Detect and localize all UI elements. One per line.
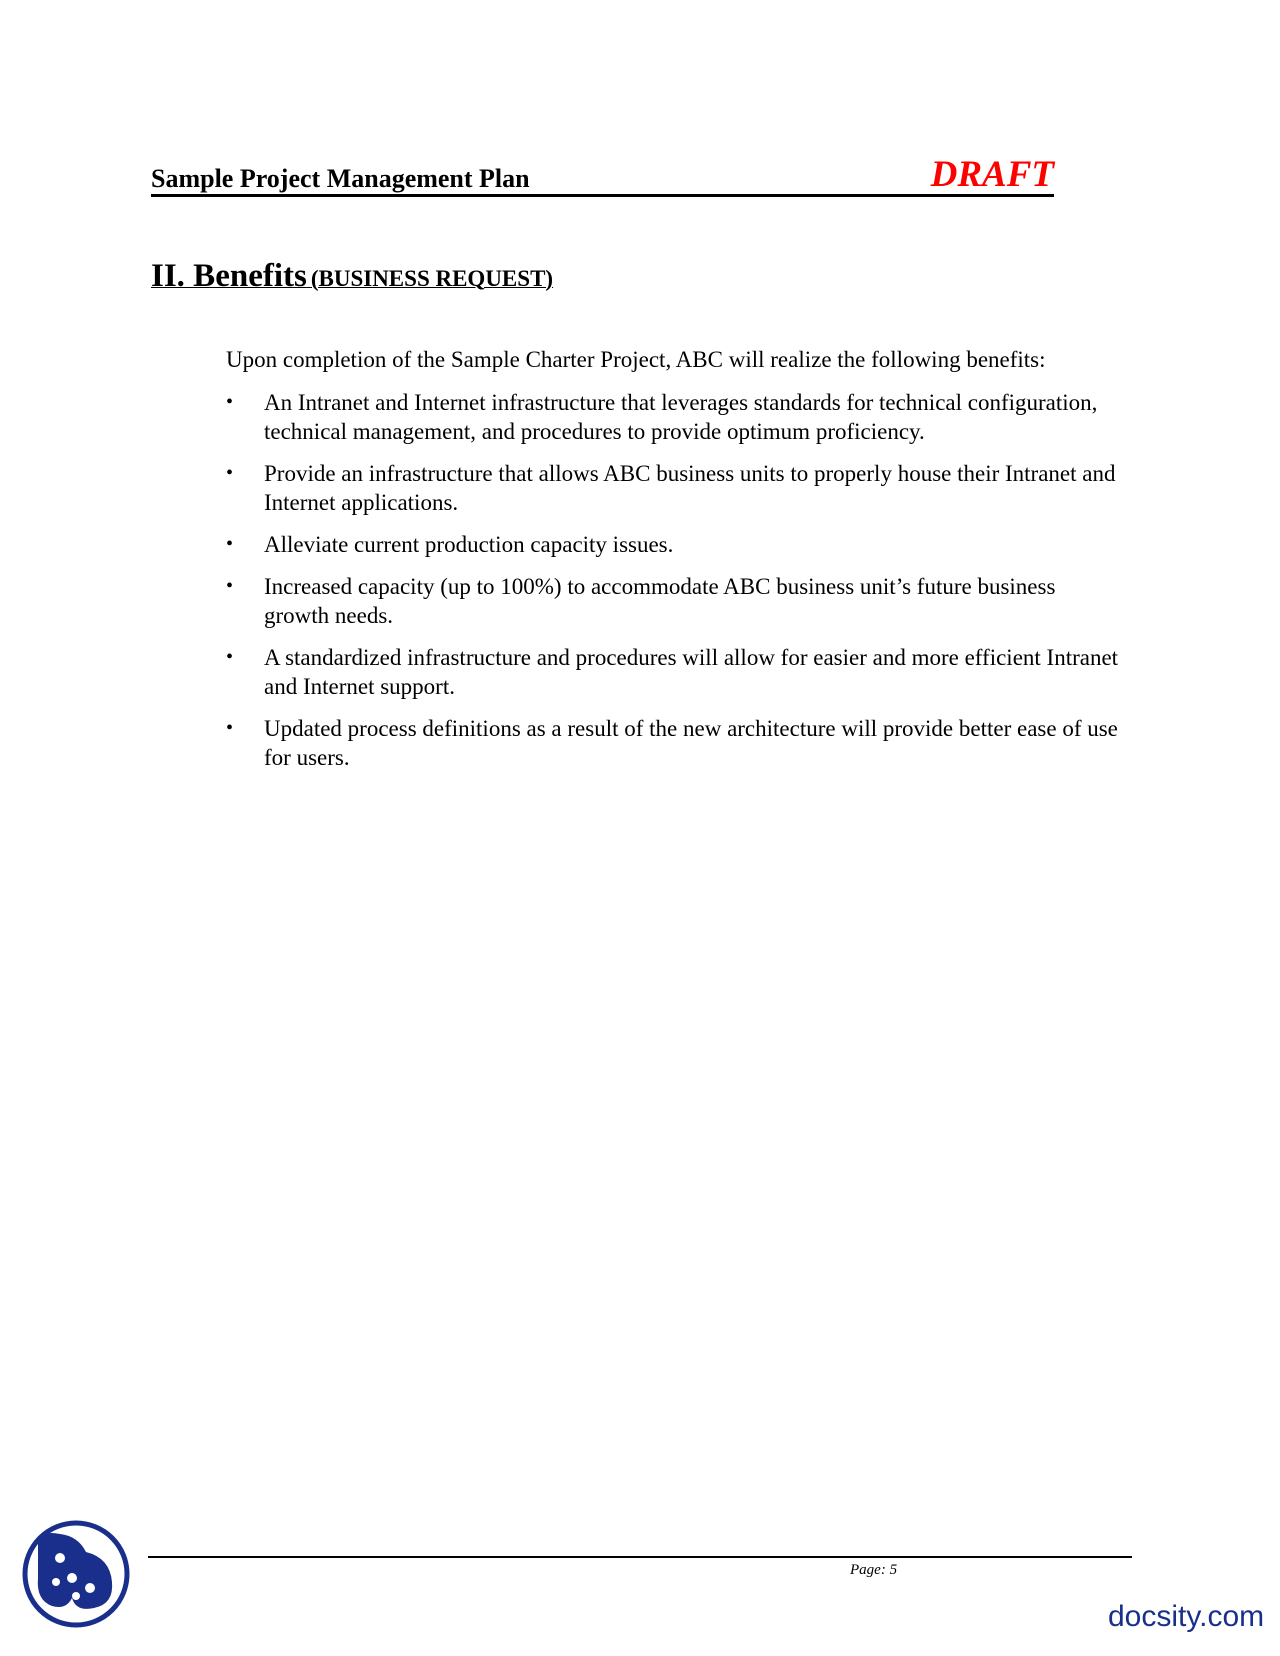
bullet-icon: • <box>226 646 234 668</box>
list-item-text: A standardized infrastructure and procedures will allow for easier and more efficient Intranet and Internet support. <box>264 645 1119 699</box>
logo-dot <box>55 1553 65 1563</box>
section-title: II. Benefits <box>151 258 307 294</box>
logo-dot <box>85 1583 95 1593</box>
bullet-icon: • <box>226 391 234 413</box>
docsity-logo-icon[interactable] <box>20 1518 132 1630</box>
list-item-text: Alleviate current production capacity issues. <box>264 532 674 557</box>
list-item-text: Increased capacity (up to 100%) to accommodate ABC business unit’s future business growth needs. <box>264 574 1056 628</box>
logo-dot <box>72 1592 80 1600</box>
list-item <box>226 388 1126 446</box>
benefits-list <box>226 388 1126 785</box>
bullet-icon: • <box>226 462 234 484</box>
list-item <box>226 530 1126 559</box>
document-title: Sample Project Management Plan <box>151 164 530 193</box>
list-item-text: Provide an infrastructure that allows ABC business units to properly house their Intranet and Internet applications. <box>264 461 1116 515</box>
bullet-icon: • <box>226 533 234 555</box>
list-item-text: An Intranet and Internet infrastructure that leverages standards for technical configuration, technical management, and procedures to provide optimum proficiency. <box>264 390 1098 444</box>
bullet-icon: • <box>226 575 234 597</box>
section-subtitle: (BUSINESS REQUEST) <box>310 266 554 291</box>
bullet-icon: • <box>226 717 234 739</box>
docsity-watermark[interactable]: docsity.com <box>1108 1600 1265 1633</box>
list-item <box>226 572 1126 630</box>
footer-divider <box>148 1556 1132 1558</box>
list-item <box>226 714 1126 772</box>
list-item <box>226 459 1126 517</box>
logo-dot <box>52 1578 60 1586</box>
page-number: Page: 5 <box>850 1562 898 1578</box>
list-item <box>226 643 1126 701</box>
section-heading <box>151 258 553 295</box>
draft-label: DRAFT <box>930 154 1054 195</box>
logo-dot <box>67 1573 77 1583</box>
list-item-text: Updated process definitions as a result of the new architecture will provide better ease of use for users. <box>264 716 1118 770</box>
intro-paragraph: Upon completion of the Sample Charter Project, ABC will realize the following benefits: <box>226 347 1046 372</box>
page-header <box>151 150 1054 197</box>
